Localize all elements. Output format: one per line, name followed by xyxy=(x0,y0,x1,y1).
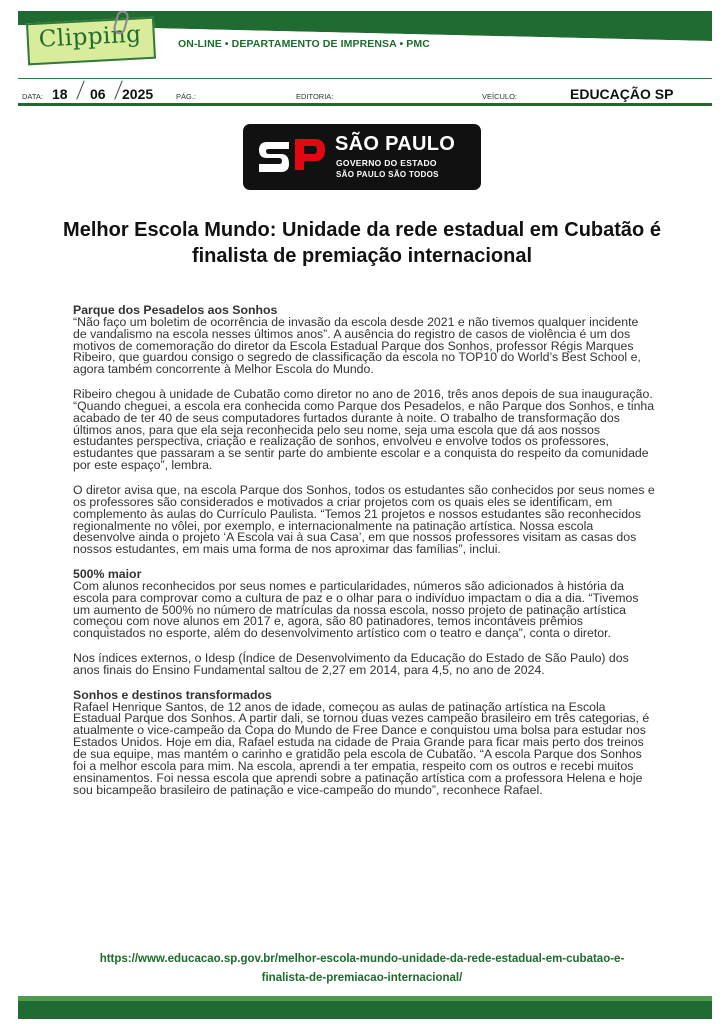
sp-s-mark-icon xyxy=(257,139,291,175)
article-title: Melhor Escola Mundo: Unidade da rede estadual em Cubatão é finalista de premiação internacional xyxy=(63,219,661,267)
date-separator xyxy=(76,81,84,100)
article-paragraph: O diretor avisa que, na escola Parque dos Sonhos, todos os estudantes são conhecidos por seus nomes e os professores são considerados e motivados a criar projetos com os quais eles se identificam, em complemento às aulas do Currículo Paulista. “Temos 21 projetos e nossos estudantes são reconhecidos regionalmente no vôlei, por exemplo, e internacionalmente na patinação artística. Nossa escola desenvolve ainda o projeto ‘A Escola vai à sua Casa’, em que nossos professores visitam as casas dos nossos estudantes, em mais uma forma de nos aproximar das famílias”, inclui. xyxy=(73,482,655,557)
pag-label: PÁG.: xyxy=(176,92,197,101)
logo-title: SÃO PAULO xyxy=(335,133,456,155)
meta-top-rule xyxy=(18,78,712,79)
logo-subtitle: GOVERNO DO ESTADO xyxy=(336,158,437,168)
article-paragraph: “Não faço um boletim de ocorrência de invasão da escola desde 2021 e não tivemos qualquer incidente de vandalismo na escola nesses últimos anos”. A ausência do registro de casos de violência é um dos motivos de comemoração do diretor da Escola Estadual Parque dos Sonhos, professor Régis Marques Ribeiro, que guardou consigo o segredo de classificação da escola no TOP10 do World’s Best School e, agora também concorrente à Melhor Escola do Mundo. xyxy=(73,314,641,377)
article-paragraph: Rafael Henrique Santos, de 12 anos de idade, começou as aulas de patinação artística na Escola Estadual Parque dos Sonhos. A partir dali, se tornou duas vezes campeão brasileiro em três categorias, é atualmente o vice-campeão da Copa do Mundo de Free Dance e conquistou uma bolsa para estudar nos Estados Unidos. Hoje em dia, Rafael estuda na cidade de Praia Grande para ficar mais perto dos treinos de sua equipe, mas mantém o carinho e gratidão pela escola de Cubatão. “A escola Parque dos Sonhos foi a melhor escola para mim. Na escola, aprendi a ter empatia, respeito com os outros e recebi muitos ensinamentos. Foi nessa escola que aprendi sobre a patinação artística com a professora Helena e hoje sou bicampeão brasileiro de patinação e vice-campeão do mundo”, reconhece Rafael. xyxy=(73,699,650,797)
article-paragraph: Com alunos reconhecidos por seus nomes e particularidades, números são adicionados à história da escola para comprovar como a cultura de paz e o olhar para o indivíduo impactam o dia a dia. “Tivemos um aumento de 500% no número de matrículas da nossa escola, nosso projeto de patinação artística começou com nove alunos em 2017 e, agora, são 80 patinadores, temos incontáveis prêmios conquistados no esporte, além do desenvolvimento artístico com o teatro e dança”, conta o diretor. xyxy=(73,578,639,641)
meta-bottom-rule xyxy=(18,103,712,106)
data-label: DATA: xyxy=(22,92,43,101)
editoria-label: EDITORIA: xyxy=(296,92,334,101)
sao-paulo-government-logo xyxy=(243,124,481,190)
source-url-line1[interactable]: https://www.educacao.sp.gov.br/melhor-escola-mundo-unidade-da-rede-estadual-em-cubatao-e- xyxy=(99,953,625,965)
sp-p-mark-icon xyxy=(293,136,327,172)
section-heading: Sonhos e destinos transformados xyxy=(73,687,272,702)
date-day: 18 xyxy=(52,86,68,102)
section-heading: Parque dos Pesadelos aos Sonhos xyxy=(73,303,278,317)
clipping-tag xyxy=(26,17,156,66)
footer-band xyxy=(18,1001,712,1019)
clipping-label: Clipping xyxy=(38,21,143,53)
article-paragraph: Ribeiro chegou à unidade de Cubatão como diretor no ano de 2016, três anos depois de sua inauguração. “Quando cheguei, a escola era conhecida como Parque dos Pesadelos, e não Parque dos Sonhos, e tinha acabado de ter 40 de seus computadores furtados durante à noite. O trabalho de transformação dos últimos anos, para que ela seja reconhecida pelo seu nome, seja uma escola que dá aos nossos estudantes perspectiva, criação e realização de sonhos, envolveu e envolve todos os professores, estudantes que passaram a se sentir parte do ambiente escolar e a conquista do respeito da comunidade por este espaço”, lembra. xyxy=(73,387,655,473)
logo-slogan: SÃO PAULO SÃO TODOS xyxy=(336,170,439,179)
date-month: 06 xyxy=(90,86,106,102)
article-paragraph: Nos índices externos, o Idesp (Índice de Desenvolvimento da Educação do Estado de São Paulo) dos anos finais do Ensino Fundamental saltou de 2,27 em 2014, para 4,5, no ano de 2024. xyxy=(73,651,629,677)
article-body xyxy=(73,305,655,809)
source-url-line2[interactable]: finalista-de-premiacao-internacional/ xyxy=(261,972,463,984)
department-line: ON-LINE • DEPARTAMENTO DE IMPRENSA • PMC xyxy=(178,38,430,50)
source-url[interactable] xyxy=(40,950,684,988)
date-year: 2025 xyxy=(122,86,154,102)
veiculo-value: EDUCAÇÃO SP xyxy=(570,86,674,102)
veiculo-label: VEÍCULO: xyxy=(482,92,518,101)
section-heading: 500% maior xyxy=(73,567,142,582)
